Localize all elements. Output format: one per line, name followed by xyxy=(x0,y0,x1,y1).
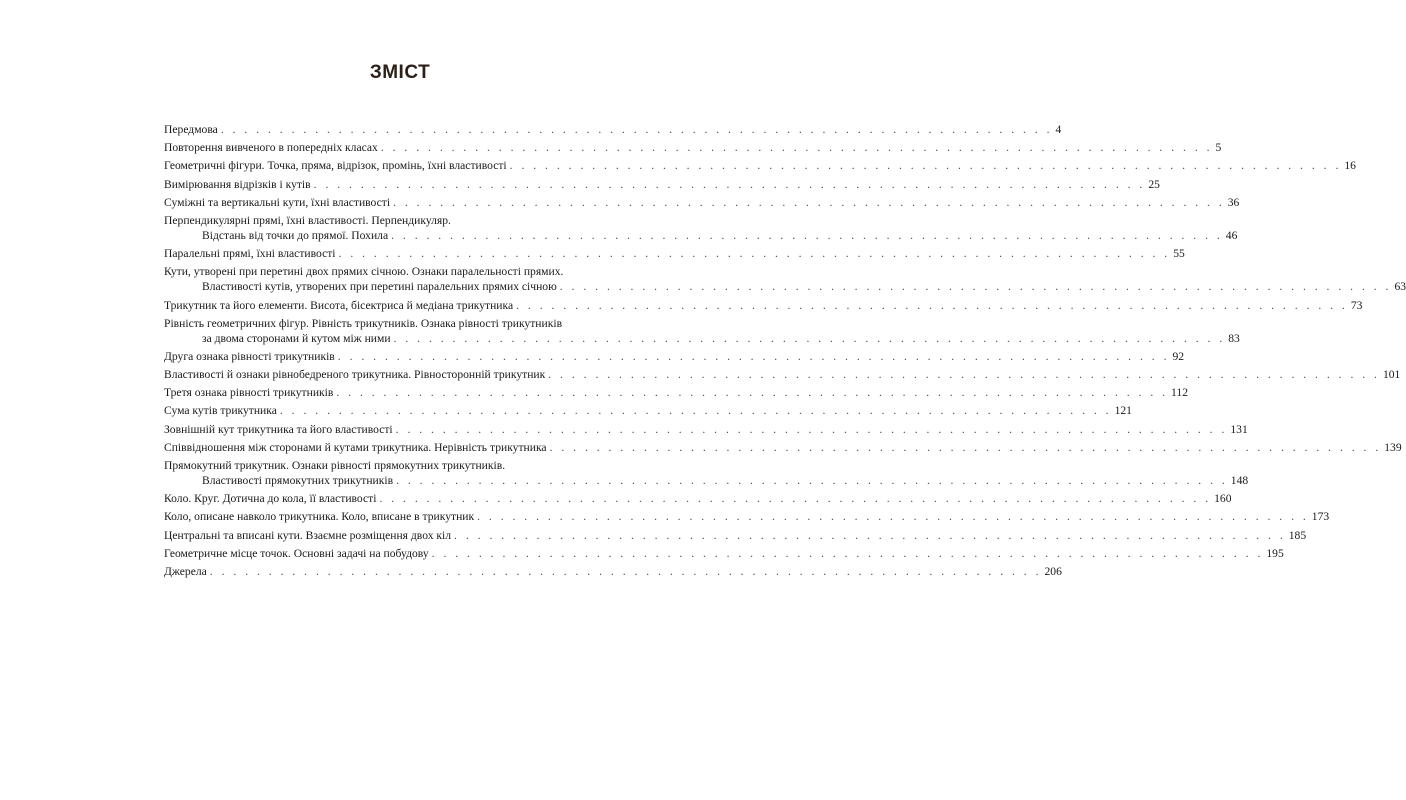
toc-entry-line xyxy=(164,564,1062,579)
toc-entry-line xyxy=(164,403,1132,418)
toc-entry-page-number: 101 xyxy=(1382,368,1401,382)
toc-entry-line xyxy=(164,122,1062,137)
dot-leader: . . . . . . . . . . . . . . . . . . . . . . . . . . . . . . . . . . . . . . . . . . . . . . . . . . . . . . . . . . . . . . . . . . . . . . . xyxy=(509,159,1342,173)
toc-entry-title: Трикутник та його елементи. Висота, бісектриса й медіана трикутника xyxy=(164,298,514,312)
dot-leader: . . . . . . . . . . . . . . . . . . . . . . . . . . . . . . . . . . . . . . . . . . . . . . . . . . . . . . . . . . . . . . . . . . . . . . . xyxy=(379,492,1212,506)
toc-entry[interactable] xyxy=(164,509,1330,524)
toc-entry[interactable] xyxy=(164,246,1185,261)
toc-entry-page-number: 5 xyxy=(1215,141,1222,155)
toc-entry[interactable] xyxy=(164,440,1402,455)
toc-entry-line xyxy=(164,385,1189,400)
toc-entry[interactable] xyxy=(164,422,1248,437)
toc-entry-line xyxy=(164,422,1248,437)
toc-entry[interactable] xyxy=(164,403,1132,418)
toc-entry-line xyxy=(164,140,1222,155)
dot-leader: . . . . . . . . . . . . . . . . . . . . . . . . . . . . . . . . . . . . . . . . . . . . . . . . . . . . . . . . . . . . . . . . . . . . . . . xyxy=(454,528,1286,542)
toc-entry-title-line1: Кути, утворені при перетині двох прямих січною. Ознаки паралельності прямих. xyxy=(164,265,564,279)
toc-entry-title: Зовнішній кут трикутника та його властивості xyxy=(164,422,393,436)
toc-entry-title: Паралельні прямі, їхні властивості xyxy=(164,247,336,261)
dot-leader: . . . . . . . . . . . . . . . . . . . . . . . . . . . . . . . . . . . . . . . . . . . . . . . . . . . . . . . . . . . . . . . . . . . . . . . xyxy=(548,368,1380,382)
toc-entry-line xyxy=(164,177,1160,192)
toc-entry-line xyxy=(164,228,1238,243)
toc-entry[interactable] xyxy=(164,140,1222,155)
toc-entry[interactable] xyxy=(164,349,1185,364)
dot-leader: . . . . . . . . . . . . . . . . . . . . . . . . . . . . . . . . . . . . . . . . . . . . . . . . . . . . . . . . . . . . . . . . . . . . . . . xyxy=(220,123,1053,136)
toc-entry-title-line1: Рівність геометричних фігур. Рівність трикутників. Ознака рівності трикутників xyxy=(164,316,563,330)
toc-entry[interactable] xyxy=(164,122,1062,137)
toc-entry-line xyxy=(164,440,1402,455)
toc-entry-line xyxy=(164,367,1401,382)
dot-leader: . . . . . . . . . . . . . . . . . . . . . . . . . . . . . . . . . . . . . . . . . . . . . . . . . . . . . . . . . . . . . . . . . . . . . . . xyxy=(396,474,1228,487)
dot-leader: . . . . . . . . . . . . . . . . . . . . . . . . . . . . . . . . . . . . . . . . . . . . . . . . . . . . . . . . . . . . . . . . . . . . . . . xyxy=(549,440,1382,454)
toc-entry-line xyxy=(164,158,1356,173)
toc-entry[interactable] xyxy=(164,491,1232,506)
toc-entry-title: Геометричне місце точок. Основні задачі на побудову xyxy=(164,546,429,560)
dot-leader: . . . . . . . . . . . . . . . . . . . . . . . . . . . . . . . . . . . . . . . . . . . . . . . . . . . . . . . . . . . . . . . . . . . . . . . xyxy=(516,298,1348,312)
toc-entry-title: Друга ознака рівності трикутників xyxy=(164,349,335,363)
toc-entry[interactable] xyxy=(164,213,1238,243)
dot-leader: . . . . . . . . . . . . . . . . . . . . . . . . . . . . . . . . . . . . . . . . . . . . . . . . . . . . . . . . . . . . . . . . . . . . . . . xyxy=(391,228,1223,242)
toc-entry[interactable] xyxy=(164,316,1240,346)
toc-entry-title: Передмова xyxy=(164,123,218,136)
toc-entry-title: Повторення вивченого в попередніх класах xyxy=(164,141,378,155)
toc-entry-page-number: 121 xyxy=(1114,404,1132,418)
toc-entry-page-number: 4 xyxy=(1055,123,1062,136)
toc-entry-line xyxy=(164,331,1240,346)
toc-entry-line xyxy=(164,279,1406,294)
toc-entry-line xyxy=(164,509,1330,524)
toc-entry[interactable] xyxy=(164,385,1189,400)
toc-entry-title: Коло. Круг. Дотична до кола, її властивості xyxy=(164,492,377,506)
toc-entry[interactable] xyxy=(164,528,1307,543)
toc-entry-title: Вимірювання відрізків і кутів xyxy=(164,177,311,191)
toc-entry-title: Співвідношення між сторонами й кутами трикутника. Нерівність трикутника xyxy=(164,440,547,454)
dot-leader: . . . . . . . . . . . . . . . . . . . . . . . . . . . . . . . . . . . . . . . . . . . . . . . . . . . . . . . . . . . . . . . . . . . . . . . xyxy=(380,141,1213,155)
toc-entry[interactable] xyxy=(164,264,1406,294)
toc-entry-page-number: 83 xyxy=(1228,331,1240,345)
toc-entry-title: Властивості кутів, утворених при перетині паралельних прямих січною xyxy=(202,280,557,294)
toc-entry-title: Третя ознака рівності трикутників xyxy=(164,386,334,400)
dot-leader: . . . . . . . . . . . . . . . . . . . . . . . . . . . . . . . . . . . . . . . . . . . . . . . . . . . . . . . . . . . . . . . . . . . . . . . xyxy=(559,280,1392,294)
toc-entry-line xyxy=(164,491,1232,506)
toc-entry-page-number: 185 xyxy=(1288,528,1307,542)
toc-entry-page-number: 173 xyxy=(1311,510,1330,524)
toc-entry-title: Джерела xyxy=(164,564,207,578)
toc-entry-page-number: 55 xyxy=(1173,247,1185,261)
toc-entry-line xyxy=(164,298,1363,313)
dot-leader: . . . . . . . . . . . . . . . . . . . . . . . . . . . . . . . . . . . . . . . . . . . . . . . . . . . . . . . . . . . . . . . . . . . . . . . xyxy=(393,195,1225,209)
dot-leader: . . . . . . . . . . . . . . . . . . . . . . . . . . . . . . . . . . . . . . . . . . . . . . . . . . . . . . . . . . . . . . . . . . . . . . . xyxy=(336,386,1169,400)
toc-entry-page-number: 63 xyxy=(1394,280,1406,294)
dot-leader: . . . . . . . . . . . . . . . . . . . . . . . . . . . . . . . . . . . . . . . . . . . . . . . . . . . . . . . . . . . . . . . . . . . . . . . xyxy=(279,404,1112,418)
toc-entry-title: Сума кутів трикутника xyxy=(164,404,277,418)
toc-entry-title: Властивості й ознаки рівнобедреного трикутника. Рівносторонній трикутник xyxy=(164,368,546,382)
toc-entry-page-number: 92 xyxy=(1172,349,1185,363)
toc-entry[interactable] xyxy=(164,546,1284,561)
page-title: ЗМІСТ xyxy=(369,62,431,83)
toc-entry[interactable] xyxy=(164,367,1401,382)
toc-entry-page-number: 73 xyxy=(1350,298,1363,312)
dot-leader: . . . . . . . . . . . . . . . . . . . . . . . . . . . . . . . . . . . . . . . . . . . . . . . . . . . . . . . . . . . . . . . . . . . . . . . xyxy=(338,247,1171,261)
toc-entry-page-number: 148 xyxy=(1230,474,1249,487)
toc-entry[interactable] xyxy=(164,564,1062,579)
toc-entry-title: Властивості прямокутних трикутників xyxy=(202,474,394,487)
toc-entry-title: Суміжні та вертикальні кути, їхні властивості xyxy=(164,195,391,209)
toc-entry-line xyxy=(164,528,1307,543)
dot-leader: . . . . . . . . . . . . . . . . . . . . . . . . . . . . . . . . . . . . . . . . . . . . . . . . . . . . . . . . . . . . . . . . . . . . . . . xyxy=(209,564,1042,578)
toc-entry-page-number: 139 xyxy=(1384,440,1402,454)
toc-entry-page-number: 16 xyxy=(1344,159,1356,173)
toc-entry[interactable] xyxy=(164,458,1249,488)
toc-entry-line xyxy=(164,349,1185,364)
toc-entry-page-number: 112 xyxy=(1171,386,1189,400)
toc-entry-page-number: 206 xyxy=(1044,564,1062,578)
toc-entry-page-number: 195 xyxy=(1266,546,1284,560)
dot-leader: . . . . . . . . . . . . . . . . . . . . . . . . . . . . . . . . . . . . . . . . . . . . . . . . . . . . . . . . . . . . . . . . . . . . . . . xyxy=(477,510,1309,524)
toc-entry-title: Центральні та вписані кути. Взаємне розміщення двох кіл xyxy=(164,528,452,542)
dot-leader: . . . . . . . . . . . . . . . . . . . . . . . . . . . . . . . . . . . . . . . . . . . . . . . . . . . . . . . . . . . . . . . . . . . . . . . xyxy=(313,177,1146,191)
dot-leader: . . . . . . . . . . . . . . . . . . . . . . . . . . . . . . . . . . . . . . . . . . . . . . . . . . . . . . . . . . . . . . . . . . . . . . . xyxy=(431,546,1264,560)
toc-entry[interactable] xyxy=(164,298,1363,313)
dot-leader: . . . . . . . . . . . . . . . . . . . . . . . . . . . . . . . . . . . . . . . . . . . . . . . . . . . . . . . . . . . . . . . . . . . . . . . xyxy=(393,331,1226,345)
dot-leader: . . . . . . . . . . . . . . . . . . . . . . . . . . . . . . . . . . . . . . . . . . . . . . . . . . . . . . . . . . . . . . . . . . . . . . . xyxy=(395,422,1228,436)
toc-entry-title: Геометричні фігури. Точка, пряма, відрізок, промінь, їхні властивості xyxy=(164,159,507,173)
toc-entry-page-number: 131 xyxy=(1230,422,1248,436)
toc-entry-page-number: 160 xyxy=(1214,492,1232,506)
toc-entry-line xyxy=(164,473,1249,488)
toc-entry-line xyxy=(164,546,1284,561)
toc-entry[interactable] xyxy=(164,177,1160,192)
toc-entry-title-line1: Прямокутний трикутник. Ознаки рівності прямокутних трикутників. xyxy=(164,459,506,472)
toc-entry[interactable] xyxy=(164,158,1356,173)
toc-entry-line xyxy=(164,195,1240,210)
table-of-contents xyxy=(164,122,1406,582)
toc-entry-title: за двома сторонами й кутом між ними xyxy=(202,331,391,345)
toc-entry-title: Відстань від точки до прямої. Похила xyxy=(202,228,389,242)
toc-entry-page-number: 36 xyxy=(1227,195,1240,209)
toc-entry-page-number: 25 xyxy=(1148,177,1160,191)
toc-entry-line xyxy=(164,246,1185,261)
toc-entry-title-line1: Перпендикулярні прямі, їхні властивості. Перпендикуляр. xyxy=(164,213,451,227)
toc-entry-title: Коло, описане навколо трикутника. Коло, вписане в трикутник xyxy=(164,510,475,524)
toc-entry[interactable] xyxy=(164,195,1240,210)
dot-leader: . . . . . . . . . . . . . . . . . . . . . . . . . . . . . . . . . . . . . . . . . . . . . . . . . . . . . . . . . . . . . . . . . . . . . . . xyxy=(337,349,1170,363)
toc-entry-page-number: 46 xyxy=(1225,228,1238,242)
